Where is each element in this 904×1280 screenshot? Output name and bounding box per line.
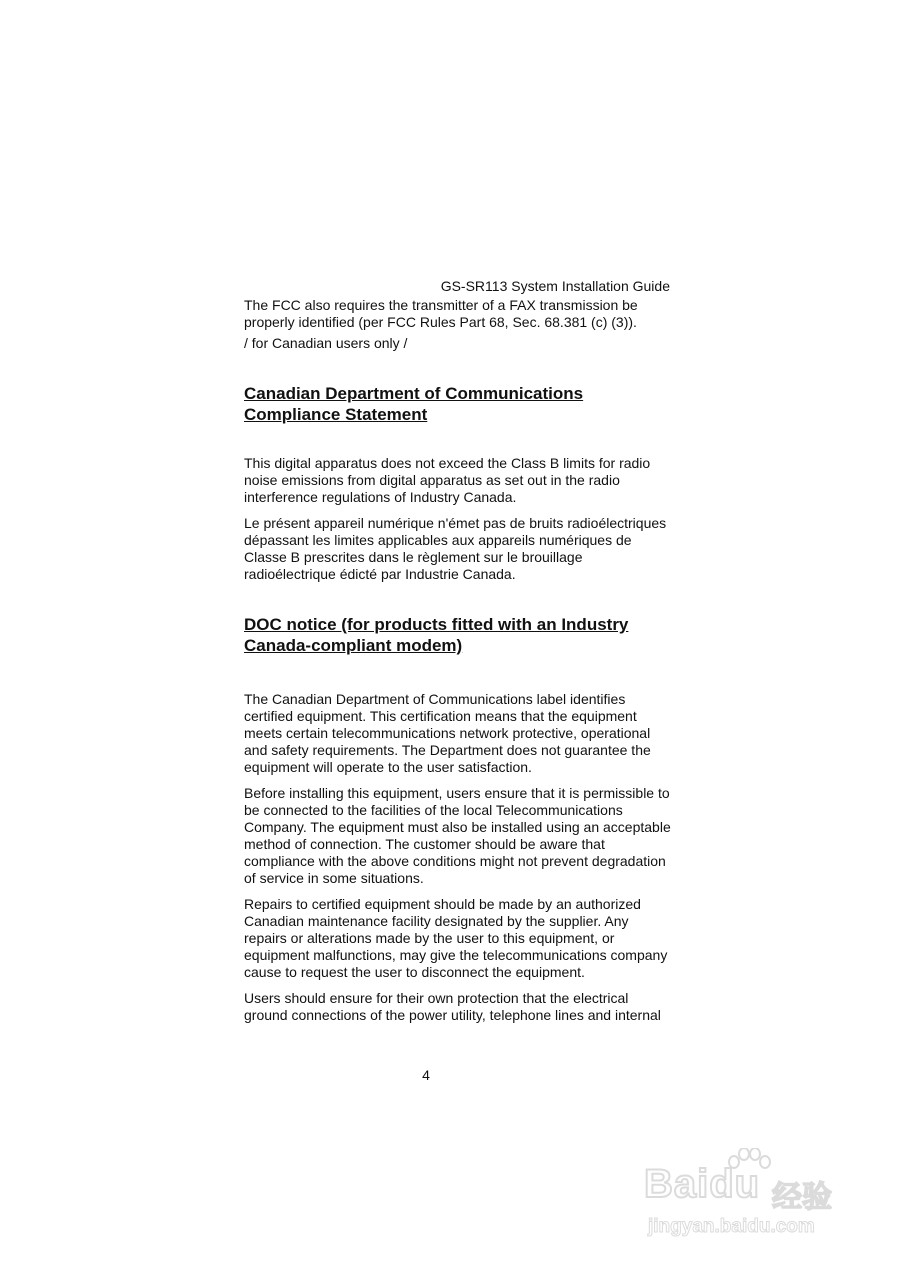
paragraph-repairs: Repairs to certified equipment should be made by an authorized Canadian maintenance facility designated by the supplier. Any repairs or alterations made by the user to this equipment, or equipment malfunctions, may give the telecommunications company cause to request the user to disconnect the equipment. [244,896,668,980]
paragraph-before-installing: Before installing this equipment, users ensure that it is permissible to be connected to the facilities of the local Telecommunications Company. The equipment must also be installed using an acceptable method of connection. The customer should be aware that compliance with the above conditions might not prevent degradation of service in some situations. [244,785,671,886]
paragraph-doc-label: The Canadian Department of Communications label identifies certified equipment. This certification means that the equipment meets certain telecommunications network protective, operational and safety requirements. The Department does not guarantee the equipment will operate to the user satisfaction. [244,691,651,775]
baidu-watermark [636,1148,856,1248]
page-body [244,276,674,1024]
paragraph-ground-connections: Users should ensure for their own protection that the electrical ground connections of the power utility, telephone lines and internal [244,990,661,1023]
section-heading-doc-notice: DOC notice (for products fitted with an Industry Canada-compliant modem) [244,615,629,655]
paragraph-class-b-french: Le présent appareil numérique n'émet pas de bruits radioélectriques dépassant les limites applicables aux appareils numériques de Classe B prescrites dans le règlement sur le brouillage radioélectrique édicté par Industrie Canada. [244,515,667,582]
watermark-cn-text: 经验 [772,1181,832,1214]
canadian-users-note: / for Canadian users only / [244,335,408,351]
watermark-logo-text: Baidu [644,1162,761,1206]
watermark-url: jingyan.baidu.com [648,1216,815,1237]
section-heading-doc-compliance: Canadian Department of Communications Compliance Statement [244,384,584,424]
running-header: GS-SR113 System Installation Guide [440,278,670,294]
page-number: 4 [422,1067,430,1083]
fcc-paragraph: The FCC also requires the transmitter of a FAX transmission be properly identified (per FCC Rules Part 68, Sec. 68.381 (c) (3)). [244,297,638,330]
paragraph-class-b-english: This digital apparatus does not exceed the Class B limits for radio noise emissions from digital apparatus as set out in the radio interference regulations of Industry Canada. [244,455,651,505]
